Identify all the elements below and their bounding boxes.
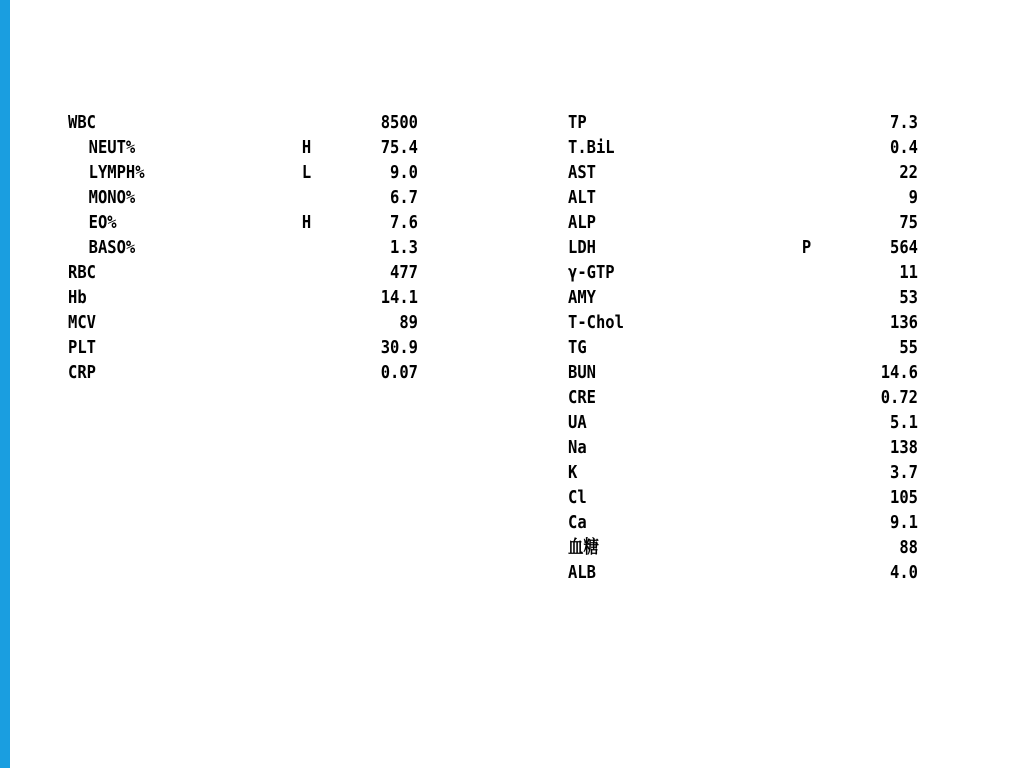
test-name: T.BiL <box>568 137 615 158</box>
test-name: MONO% <box>88 187 136 208</box>
test-name: ALP <box>568 212 596 233</box>
test-name: WBC <box>68 112 96 133</box>
test-value: 75 <box>899 212 918 233</box>
table-row <box>568 435 918 460</box>
test-name: NEUT% <box>88 137 136 158</box>
test-value: 6.7 <box>390 187 418 208</box>
test-value: 14.1 <box>380 287 418 308</box>
test-value: 11 <box>899 262 918 283</box>
table-row <box>568 560 918 585</box>
test-name: LDH <box>568 237 596 258</box>
table-row <box>568 135 918 160</box>
test-name: ALT <box>568 187 596 208</box>
test-name: TG <box>568 337 587 358</box>
test-value: 0.07 <box>380 362 418 383</box>
table-row <box>568 235 918 260</box>
test-value: 7.3 <box>890 112 918 133</box>
table-row <box>68 335 418 360</box>
table-row <box>568 310 918 335</box>
test-name: RBC <box>68 262 96 283</box>
test-name: γ-GTP <box>568 262 615 283</box>
test-value: 0.4 <box>890 137 918 158</box>
table-row <box>68 135 418 160</box>
test-value: 53 <box>899 287 918 308</box>
table-row <box>568 285 918 310</box>
left-accent-bar <box>0 0 10 768</box>
table-row <box>68 260 418 285</box>
test-value: 3.7 <box>890 462 918 483</box>
test-value: 75.4 <box>380 137 418 158</box>
biochemistry-table <box>568 110 918 585</box>
table-row <box>568 185 918 210</box>
table-row <box>568 535 918 560</box>
test-value: 30.9 <box>380 337 418 358</box>
test-name: EO% <box>88 212 117 233</box>
test-name: AST <box>568 162 596 183</box>
test-value: 5.1 <box>890 412 918 433</box>
table-row <box>68 110 418 135</box>
table-row <box>568 460 918 485</box>
test-name: MCV <box>68 312 96 333</box>
table-row <box>68 310 418 335</box>
lab-results-sheet <box>10 0 1024 768</box>
hematology-table <box>68 110 418 385</box>
table-row <box>68 235 418 260</box>
table-row <box>568 360 918 385</box>
table-row <box>568 385 918 410</box>
abnormal-flag: H <box>301 137 312 158</box>
table-row <box>568 160 918 185</box>
test-value: 9.1 <box>890 512 918 533</box>
abnormal-flag: L <box>301 162 312 183</box>
abnormal-flag: P <box>801 237 812 258</box>
test-name: LYMPH% <box>88 162 145 183</box>
table-row <box>568 485 918 510</box>
test-name: AMY <box>568 287 596 308</box>
test-name: TP <box>568 112 587 133</box>
table-row <box>568 260 918 285</box>
table-row <box>68 185 418 210</box>
test-name: Cl <box>568 487 587 508</box>
test-value: 9.0 <box>390 162 418 183</box>
table-row <box>568 510 918 535</box>
test-value: 22 <box>899 162 918 183</box>
test-value: 55 <box>899 337 918 358</box>
test-value: 564 <box>890 237 918 258</box>
test-value: 7.6 <box>390 212 418 233</box>
table-row <box>68 210 418 235</box>
table-row <box>568 335 918 360</box>
test-name: Ca <box>568 512 587 533</box>
table-row <box>68 285 418 310</box>
test-name: K <box>568 462 578 483</box>
test-name: Hb <box>68 287 87 308</box>
test-value: 4.0 <box>890 562 918 583</box>
test-value: 14.6 <box>880 362 918 383</box>
test-name: PLT <box>68 337 96 358</box>
test-name: Na <box>568 437 587 458</box>
abnormal-flag: H <box>301 212 312 233</box>
test-name: CRP <box>68 362 96 383</box>
table-row <box>568 110 918 135</box>
test-value: 89 <box>399 312 418 333</box>
table-row <box>568 210 918 235</box>
test-name: ALB <box>568 562 596 583</box>
test-value: 138 <box>890 437 918 458</box>
test-name: 血糖 <box>568 537 599 558</box>
test-name: T-Chol <box>568 312 624 333</box>
test-value: 105 <box>890 487 918 508</box>
test-name: BUN <box>568 362 596 383</box>
test-value: 9 <box>908 187 918 208</box>
table-row <box>568 410 918 435</box>
test-value: 477 <box>390 262 418 283</box>
test-name: CRE <box>568 387 596 408</box>
test-value: 136 <box>890 312 918 333</box>
table-row <box>68 160 418 185</box>
table-row <box>68 360 418 385</box>
test-name: BASO% <box>88 237 136 258</box>
test-value: 8500 <box>380 112 418 133</box>
test-value: 1.3 <box>390 237 418 258</box>
test-value: 0.72 <box>880 387 918 408</box>
test-name: UA <box>568 412 587 433</box>
test-value: 88 <box>899 537 918 558</box>
